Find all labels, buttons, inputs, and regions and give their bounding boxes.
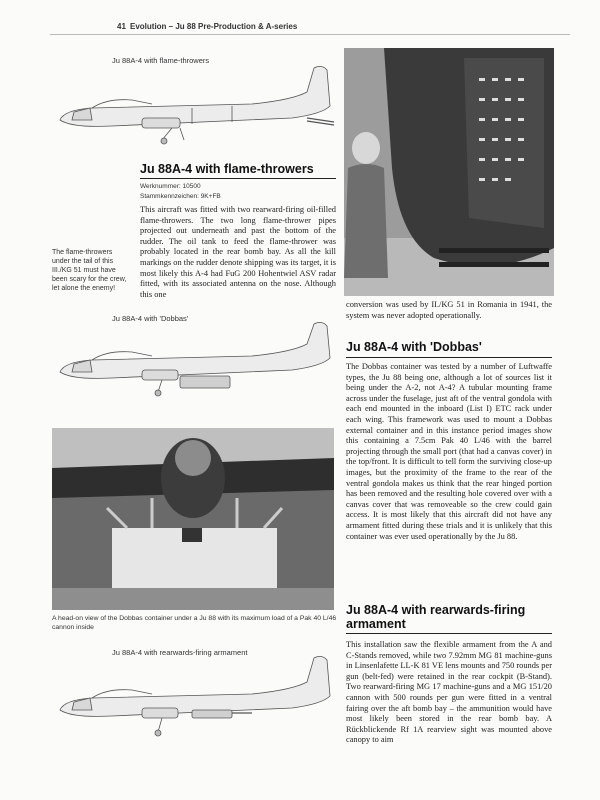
dobbas-photo-caption: A head-on view of the Dobbas container under a Ju 88 with its maximum load of a Pak 40 L/46 cannon inside (52, 615, 337, 631)
heading-rule-dobbas (346, 357, 552, 358)
flame-body-text: This aircraft was fitted with two rearward-firing oil-filled flame-throwers. The two long flame-thrower pipes projected out underneath and past the bottom of the rudder. The oil tank to feed the flame-thrower was probably located in the rear bomb bay. As all the kill markings on the rudder denote shipping was its target, it is most likely this A-4 had FuG 200 Hohentwiel ASV radar fitted, with its associated antenna on the nose. Although this one (140, 205, 336, 299)
werknummer: Werknummer: 10500 (140, 183, 201, 190)
page-number: 41 (117, 22, 126, 31)
aircraft-drawing-flame (52, 62, 342, 147)
photo-flame-thrower-tail (344, 48, 554, 296)
page-header (0, 18, 600, 38)
heading-dobbas: Ju 88A-4 with 'Dobbas' (346, 340, 482, 354)
drawing-caption-flame: Ju 88A-4 with flame-throwers (112, 56, 210, 65)
dobbas-body-text: The Dobbas container was tested by a number of Luftwaffe types, the Ju 88 being one, although a lot of sources list it being under the A-2, not A-4? A tubular mounting frame across under the fuselage, just aft of the ventral gondola with each end mounted in the inboard (List I) ETC rack under each wing. This framework was used to mount a Dobbas external container and in this instance period images show this containing a 7.5cm Pak 40 L/46 with the barrel projecting through the small port (that had a canvas cover) in the top/front. It is difficult to tell form the surviving close-up images, but the proximity of the frame to the rear of the ventral gondola makes us think that the rear hinged portion has been removed and the resulting hole covered over with a canvas cover that was removeable so the crew could gain access. It is most likely that this aircraft did not have any armament fitted during these trials and it is unlikely that this container was ever used operationally by the Ju 88. (346, 362, 552, 541)
photo-dobbas-container (52, 428, 334, 610)
aircraft-drawing-rearwards (52, 652, 342, 742)
heading-rule-flame (140, 178, 336, 179)
rearwards-body-text: This installation saw the flexible armament from the A and C-Stands removed, while two 7.92mm MG 81 machine-guns in Linsenlafette LL-K 81 VE lens mounts and 750 rounds per gun (belt-fed) were retained in the rear cockpit (B-Stand). Two rearward-firing MG 17 machine-guns and a MG 151/20 cannon with 500 rounds per gun were fitted in a ventral fairing over the aft bomb bay – the ammunition would have most likely been stored in the rear bomb bay. A Rückblickende Rf 1A rearview sight was mounted above canopy to aim (346, 640, 552, 745)
drawing-caption-dobbas: Ju 88A-4 with 'Dobbas' (112, 314, 189, 323)
header-rule (50, 34, 570, 35)
drawing-caption-rearwards: Ju 88A-4 with rearwards-firing armament (112, 648, 248, 657)
flame-continuation-text: conversion was used by II./KG 51 in Romania in 1941, the system was never adopted operationally. (346, 300, 552, 320)
stammkennzeichen: Stammkennzeichen: 9K+FB (140, 193, 221, 200)
flame-side-caption: The flame-throwers under the tail of this III./KG 51 must have been scary for the crew, let alone the enemy! (52, 249, 127, 292)
heading-rearwards: Ju 88A-4 with rearwards-firing armament (346, 603, 526, 631)
heading-rule-rearwards (346, 633, 552, 634)
aircraft-drawing-dobbas (52, 320, 342, 400)
running-title: Evolution – Ju 88 Pre-Production & A-series (130, 22, 298, 31)
heading-flame-throwers: Ju 88A-4 with flame-throwers (140, 162, 314, 176)
